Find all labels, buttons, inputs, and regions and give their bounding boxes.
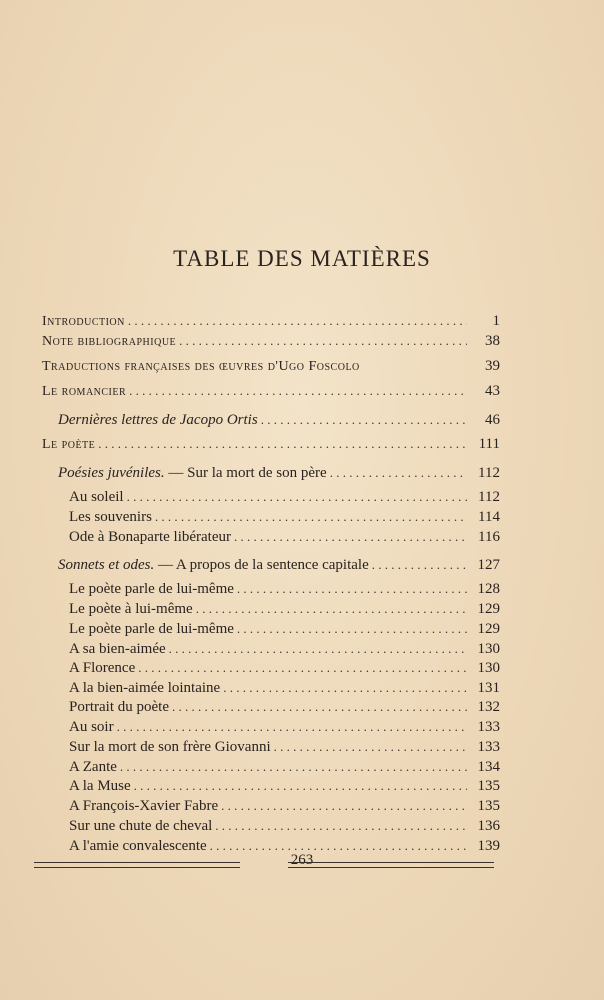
page-number: 263 (290, 852, 314, 868)
toc-leader-dots (234, 527, 467, 547)
toc-entry (69, 796, 500, 816)
toc-entry (42, 434, 500, 454)
toc-entry-page: 131 (477, 680, 500, 696)
toc-entry-label: Note bibliographique (42, 334, 177, 349)
toc-entry (42, 381, 500, 401)
toc-entry-page: 135 (477, 778, 500, 794)
toc-entry (58, 555, 500, 575)
toc-entry-page: 43 (485, 383, 500, 399)
toc-entry (69, 487, 500, 507)
toc-entry-page: 112 (478, 465, 500, 481)
toc-entry-page: 136 (477, 818, 500, 834)
toc-leader-dots (129, 381, 467, 401)
toc-entry-page: 46 (485, 412, 500, 428)
toc-entry-section: Poésies juvéniles. (58, 465, 165, 481)
toc-leader-dots (155, 507, 467, 527)
toc-entry (69, 619, 500, 639)
toc-entry-label: A François-Xavier Fabre (69, 798, 219, 814)
toc-entry-label: Le poète parle de lui-même (69, 581, 234, 597)
toc-entry-page: 129 (477, 621, 500, 637)
toc-entry-page: 112 (478, 489, 500, 505)
toc-entry-label: A la Muse (69, 778, 131, 794)
toc-entry-section: Sonnets et odes. (58, 557, 155, 573)
toc-entry (69, 507, 500, 527)
toc-entry-page: 130 (477, 660, 500, 676)
toc-leader-dots (274, 737, 467, 757)
toc-entry (69, 639, 500, 659)
toc-entry-label: Introduction (42, 314, 125, 329)
toc-entry-label: A sa bien-aimée (69, 641, 166, 657)
toc-leader-dots (215, 816, 467, 836)
toc-entry-page: 133 (477, 719, 500, 735)
toc-leader-dots (98, 434, 467, 454)
toc-entry-label (58, 463, 327, 483)
toc-entry (58, 410, 500, 430)
toc-entry (69, 816, 500, 836)
toc-entry-label: A Florence (69, 660, 136, 676)
toc-leader-dots (237, 619, 467, 639)
toc-leader-dots (372, 555, 467, 575)
toc-entry-page: 114 (478, 509, 500, 525)
toc-entry (69, 697, 500, 717)
toc-entry-page: 116 (478, 529, 500, 545)
toc-entry (42, 356, 500, 376)
toc-entry (69, 717, 500, 737)
toc-entry-page: 1 (492, 313, 500, 329)
toc-entry (69, 757, 500, 777)
toc-entry-label: Ode à Bonaparte libérateur (69, 529, 232, 545)
toc-entry (69, 527, 500, 547)
toc-entry-label: Au soir (69, 719, 114, 735)
toc-entry (69, 599, 500, 619)
toc-leader-dots (261, 410, 467, 430)
toc-entry-page: 135 (477, 798, 500, 814)
toc-entry (42, 311, 500, 331)
toc-entry-page: 127 (477, 557, 500, 573)
toc-entry-label: Traductions françaises des œuvres d'Ugo Foscolo (42, 359, 360, 374)
toc-entry-label: Le romancier (42, 384, 127, 399)
toc-leader-dots (117, 717, 467, 737)
toc-entry (58, 463, 500, 483)
toc-leader-dots (179, 331, 467, 351)
toc-entry-page: 111 (478, 436, 500, 452)
toc-entry-label: Dernières lettres de Jacopo Ortis (58, 412, 258, 428)
toc-leader-dots (120, 757, 467, 777)
toc-entry (69, 658, 500, 678)
toc-entry-label: Les souvenirs (69, 509, 152, 525)
toc-leader-dots (196, 599, 467, 619)
toc-entry-label: A la bien-aimée lointaine (69, 680, 221, 696)
toc-entry-label: Le poète (42, 437, 96, 452)
toc-entry-page: 134 (477, 759, 500, 775)
toc-entry-page: 139 (477, 838, 500, 854)
toc-leader-dots (237, 579, 467, 599)
toc-leader-dots (169, 639, 467, 659)
page-title: TABLE DES MATIÈRES (173, 246, 431, 271)
toc-entry-label (58, 555, 369, 575)
toc-entry-page: 130 (477, 641, 500, 657)
toc-entry-page: 128 (477, 581, 500, 597)
toc-leader-dots (127, 487, 467, 507)
toc-entry-page: 39 (485, 358, 500, 374)
toc-entry (69, 737, 500, 757)
toc-leader-dots (172, 697, 467, 717)
toc-leader-dots (128, 311, 467, 331)
toc-entry-label: Au soleil (69, 489, 124, 505)
toc-entry (69, 776, 500, 796)
toc-entry (42, 331, 500, 351)
toc-entry-label: Le poète à lui-même (69, 601, 193, 617)
toc-entry-label: Le poète parle de lui-même (69, 621, 234, 637)
toc-leader-dots (134, 776, 467, 796)
toc-leader-dots (223, 678, 467, 698)
toc-entry-page: 133 (477, 739, 500, 755)
toc-entry-label: Portrait du poète (69, 699, 169, 715)
toc-entry-page: 132 (477, 699, 500, 715)
toc-entry-page: 38 (485, 333, 500, 349)
toc-entry (69, 678, 500, 698)
toc-entry-title: — Sur la mort de son père (164, 465, 327, 481)
toc-leader-dots (330, 463, 467, 483)
toc-leader-dots (138, 658, 467, 678)
toc-entry-label: Sur la mort de son frère Giovanni (69, 739, 271, 755)
toc-entry-page: 129 (477, 601, 500, 617)
toc-leader-dots (221, 796, 467, 816)
toc-entry-label: Sur une chute de cheval (69, 818, 213, 834)
toc-entry (69, 579, 500, 599)
footer-rule-right (288, 862, 494, 868)
toc-entry-label: A l'amie convalescente (69, 838, 207, 854)
toc-entry-title: — A propos de la sentence capitale (154, 557, 369, 573)
toc-entry-label: A Zante (69, 759, 117, 775)
